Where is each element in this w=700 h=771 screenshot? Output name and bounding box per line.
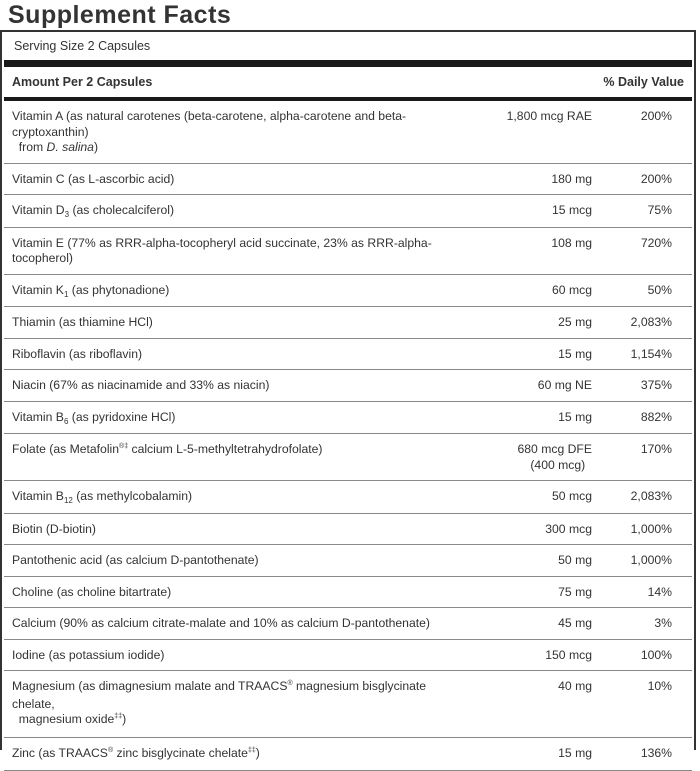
nutrient-amount: 300 mcg — [452, 522, 592, 538]
nutrient-daily-value: 10% — [592, 679, 684, 730]
nutrient-row — [4, 481, 692, 514]
nutrient-row — [4, 640, 692, 672]
nutrient-amount: 15 mcg — [452, 203, 592, 220]
nutrient-row — [4, 608, 692, 640]
nutrient-row — [4, 738, 692, 771]
nutrient-amount: 75 mg — [452, 585, 592, 601]
nutrient-amount: 15 mg — [452, 347, 592, 363]
nutrient-name: Thiamin (as thiamine HCl) — [12, 315, 452, 331]
nutrient-row — [4, 402, 692, 435]
nutrient-name: Vitamin $K_1$ (as phytonadione) — [12, 283, 452, 300]
nutrient-amount: 15 mg — [452, 410, 592, 427]
nutrient-name: Niacin (67% as niacinamide and 33% as niacin) — [12, 378, 452, 394]
nutrient-name: Pantothenic acid (as calcium D-pantothenate) — [12, 553, 452, 569]
nutrient-daily-value: 720% — [592, 236, 684, 267]
nutrient-list — [4, 101, 692, 771]
nutrient-amount: 680 mcg DFE (400 mcg) — [452, 442, 592, 473]
nutrient-amount: 45 mg — [452, 616, 592, 632]
nutrient-amount: 50 mcg — [452, 489, 592, 506]
nutrient-row — [4, 339, 692, 371]
nutrient-daily-value: 100% — [592, 648, 684, 664]
nutrient-amount: 1,800 mcg RAE — [452, 109, 592, 156]
nutrient-daily-value: 882% — [592, 410, 684, 427]
nutrient-daily-value: 375% — [592, 378, 684, 394]
nutrient-name: Folate (as Metafolin®‡ calcium L-5-methyltetrahydrofolate) — [12, 442, 452, 473]
nutrient-daily-value: 2,083% — [592, 315, 684, 331]
nutrient-daily-value: 3% — [592, 616, 684, 632]
nutrient-daily-value: 14% — [592, 585, 684, 601]
nutrient-amount: 40 mg — [452, 679, 592, 730]
nutrient-name: Vitamin C (as L-ascorbic acid) — [12, 172, 452, 188]
nutrient-name: Calcium (90% as calcium citrate-malate and 10% as calcium D-pantothenate) — [12, 616, 452, 632]
nutrient-row — [4, 434, 692, 481]
nutrient-name: Vitamin $B_{12}$ (as methylcobalamin) — [12, 489, 452, 506]
daily-value-header: % Daily Value — [594, 75, 684, 89]
nutrient-amount: 180 mg — [452, 172, 592, 188]
nutrient-row — [4, 195, 692, 228]
nutrient-daily-value: 1,000% — [592, 553, 684, 569]
nutrient-name: Iodine (as potassium iodide) — [12, 648, 452, 664]
nutrient-amount: 25 mg — [452, 315, 592, 331]
nutrient-daily-value: 50% — [592, 283, 684, 300]
nutrient-row — [4, 545, 692, 577]
nutrient-name: Vitamin E (77% as RRR-alpha-tocopheryl acid succinate, 23% as RRR-alpha-tocopherol) — [12, 236, 452, 267]
nutrient-daily-value: 136% — [592, 746, 684, 764]
nutrient-name: Vitamin $D_3$ (as cholecalciferol) — [12, 203, 452, 220]
page-title: Supplement Facts — [0, 0, 700, 30]
nutrient-row — [4, 164, 692, 196]
supplement-facts-panel — [0, 30, 696, 750]
nutrient-name: Biotin (D-biotin) — [12, 522, 452, 538]
nutrient-name: Choline (as choline bitartrate) — [12, 585, 452, 601]
nutrient-daily-value: 75% — [592, 203, 684, 220]
nutrient-name: Riboflavin (as riboflavin) — [12, 347, 452, 363]
nutrient-row — [4, 101, 692, 164]
amount-per-header: Amount Per 2 Capsules — [12, 75, 594, 89]
nutrient-amount: 60 mcg — [452, 283, 592, 300]
nutrient-amount: 60 mg NE — [452, 378, 592, 394]
serving-size: Serving Size 2 Capsules — [4, 32, 692, 67]
nutrient-row — [4, 577, 692, 609]
table-header — [4, 67, 692, 101]
nutrient-row — [4, 514, 692, 546]
nutrient-row — [4, 275, 692, 308]
nutrient-daily-value: 2,083% — [592, 489, 684, 506]
nutrient-daily-value: 200% — [592, 172, 684, 188]
nutrient-name: Vitamin $B_6$ (as pyridoxine HCl) — [12, 410, 452, 427]
nutrient-name: Zinc (as TRAACS® zinc bisglycinate chelate‡‡) — [12, 746, 452, 764]
nutrient-row — [4, 228, 692, 275]
nutrient-daily-value: 1,154% — [592, 347, 684, 363]
nutrient-amount: 50 mg — [452, 553, 592, 569]
nutrient-daily-value: 1,000% — [592, 522, 684, 538]
nutrient-row — [4, 370, 692, 402]
nutrient-name: Magnesium (as dimagnesium malate and TRAACS® magnesium bisglycinate chelate, magnesium oxide‡‡) — [12, 679, 452, 730]
nutrient-daily-value: 200% — [592, 109, 684, 156]
nutrient-daily-value: 170% — [592, 442, 684, 473]
nutrient-amount: 150 mcg — [452, 648, 592, 664]
nutrient-name: Vitamin A (as natural carotenes (beta-carotene, alpha-carotene and beta-cryptoxanthin) from D. salina) — [12, 109, 452, 156]
nutrient-row — [4, 307, 692, 339]
nutrient-amount: 15 mg — [452, 746, 592, 764]
nutrient-amount: 108 mg — [452, 236, 592, 267]
nutrient-row — [4, 671, 692, 738]
